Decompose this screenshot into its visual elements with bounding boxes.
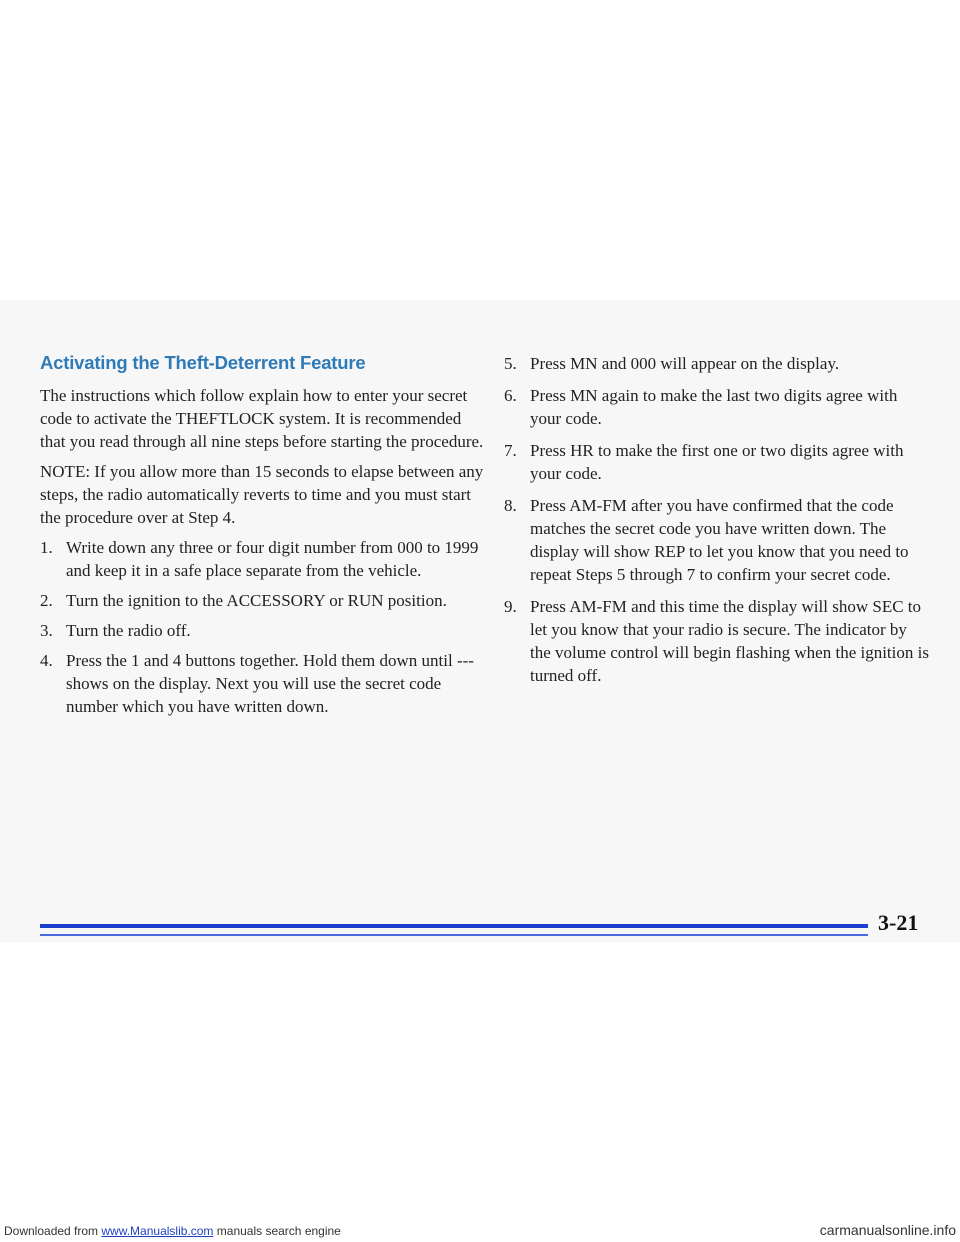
footer-rule-thick: [40, 924, 868, 928]
step-number: 1.: [40, 538, 53, 557]
step-item: [504, 595, 929, 687]
step-number: 8.: [504, 496, 517, 515]
step-item: [40, 619, 490, 642]
footer-prefix: Downloaded from: [4, 1224, 102, 1238]
step-text: Press AM-FM and this time the display will show SEC to let you know that your radio is secure. The indicator by the volume control will begin flashing when the ignition is turned off.: [530, 597, 929, 685]
step-item: [504, 439, 929, 485]
step-item: [504, 352, 929, 375]
step-number: 5.: [504, 354, 517, 373]
left-column: [40, 352, 490, 725]
note-paragraph: NOTE: If you allow more than 15 seconds to elapse between any steps, the radio automatically reverts to time and you must start the procedure over at Step 4.: [40, 462, 484, 527]
right-column: [504, 352, 929, 696]
step-text: Turn the ignition to the ACCESSORY or RUN position.: [66, 591, 447, 610]
step-number: 7.: [504, 441, 517, 460]
step-text: Press AM-FM after you have confirmed that the code matches the secret code you have written down. The display will show REP to let you know that you need to repeat Steps 5 through 7 to confirm your secret code.: [530, 496, 909, 584]
manualslib-link[interactable]: www.Manualslib.com: [101, 1224, 214, 1238]
watermark-text: carmanualsonline.info: [819, 1222, 956, 1238]
step-number: 6.: [504, 386, 517, 405]
step-item: [40, 649, 490, 718]
step-text: Press the 1 and 4 buttons together. Hold them down until --- shows on the display. Next you will use the secret code number which you have written down.: [66, 651, 474, 716]
step-item: [40, 536, 490, 582]
step-text: Press MN again to make the last two digits agree with your code.: [530, 386, 898, 428]
footer-suffix: manuals search engine: [213, 1224, 341, 1238]
step-text: Press HR to make the first one or two digits agree with your code.: [530, 441, 904, 483]
step-item: [504, 384, 929, 430]
download-footer: [4, 1224, 341, 1238]
intro-paragraph: The instructions which follow explain how to enter your secret code to activate the THEFTLOCK system. It is recommended that you read through all nine steps before starting the procedure.: [40, 386, 484, 451]
step-number: 4.: [40, 651, 53, 670]
step-text: Press MN and 000 will appear on the display.: [530, 354, 840, 373]
step-item: [40, 589, 490, 612]
step-item: [504, 494, 929, 586]
steps-list-right: [504, 352, 929, 687]
step-text: Turn the radio off.: [66, 621, 191, 640]
step-number: 9.: [504, 597, 517, 616]
steps-list-left: [40, 536, 490, 718]
step-number: 3.: [40, 621, 53, 640]
page-number: 3-21: [878, 910, 919, 935]
footer-rule-thin: [40, 934, 868, 936]
step-text: Write down any three or four digit number from 000 to 1999 and keep it in a safe place separate from the vehicle.: [66, 538, 479, 580]
section-heading: Activating the Theft-Deterrent Feature: [40, 352, 366, 373]
step-number: 2.: [40, 591, 53, 610]
